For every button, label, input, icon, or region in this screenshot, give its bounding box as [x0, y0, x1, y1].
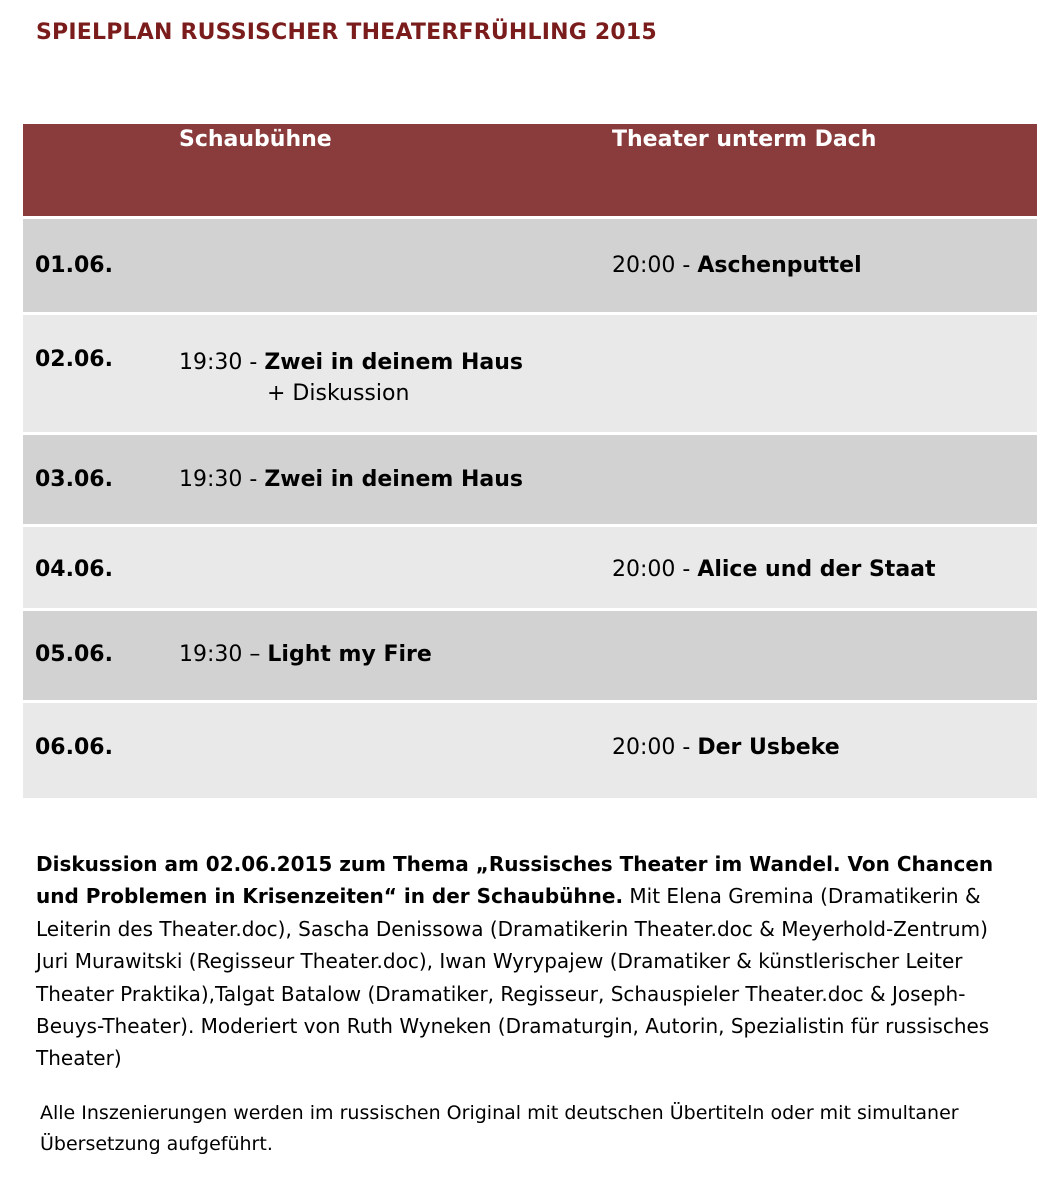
- row-date: 01.06.: [35, 253, 113, 278]
- subtitle-note: Alle Inszenierungen werden im russischen Original mit deutschen Übertiteln oder mit simultaner Übersetzung aufgeführt.: [40, 1102, 959, 1155]
- discussion-lead: Diskussion am 02.06.2015 zum Thema „Russisches Theater im Wandel. Von Chancen und Problemen in Krisenzeiten“ in der Schaubühne.: [36, 852, 994, 909]
- cell-theater-unterm-dach: [612, 253, 862, 278]
- header-theater-unterm-dach: Theater unterm Dach: [612, 127, 877, 152]
- header-schaubuehne: Schaubühne: [179, 127, 332, 152]
- cell-schaubuehne: [179, 347, 523, 409]
- row-date: 05.06.: [35, 642, 113, 667]
- show-time: 19:30 –: [179, 642, 268, 667]
- show-time: 19:30 -: [179, 350, 265, 375]
- discussion-text: Mit Elena Gremina (Dramatikerin & Leiterin des Theater.doc), Sascha Denissowa (Dramatikerin Theater.doc & Meyerhold-Zentrum) Juri Murawitski (Regisseur Theater.doc), Iwan Wyrypajew (Dramatiker & künstlerischer Leiter Theater Praktika),Talgat Batalow (Dramatiker, Regisseur, Schauspieler Theater.doc & Joseph-Beuys-Theater). Moderiert von Ruth Wyneken (Dramaturgin, Autorin, Spezialistin für russisches Theater): [36, 884, 990, 1071]
- show-time: 20:00 -: [612, 557, 698, 582]
- show-time: 19:30 -: [179, 467, 265, 492]
- table-header: [23, 124, 1037, 216]
- show-title: Der Usbeke: [697, 735, 840, 760]
- page-title: SPIELPLAN RUSSISCHER THEATERFRÜHLING 2015: [36, 20, 657, 45]
- show-time: 20:00 -: [612, 253, 698, 278]
- cell-schaubuehne: [179, 467, 523, 492]
- discussion-paragraph: [36, 848, 1026, 1075]
- show-title: Light my Fire: [267, 642, 432, 667]
- cell-theater-unterm-dach: [612, 735, 840, 760]
- schedule-table: [23, 124, 1037, 798]
- show-title: Zwei in deinem Haus: [264, 350, 523, 375]
- show-title: Alice und der Staat: [697, 557, 936, 582]
- cell-theater-unterm-dach: [612, 557, 936, 582]
- table-row: [23, 432, 1037, 524]
- table-row: [23, 312, 1037, 432]
- row-date: 02.06.: [35, 347, 113, 372]
- show-title: Aschenputtel: [697, 253, 862, 278]
- table-row: [23, 524, 1037, 608]
- table-row: [23, 608, 1037, 700]
- show-title: Zwei in deinem Haus: [264, 467, 523, 492]
- row-date: 06.06.: [35, 735, 113, 760]
- cell-schaubuehne: [179, 642, 432, 667]
- table-row: [23, 216, 1037, 312]
- show-extra: + Diskussion: [267, 381, 410, 406]
- table-row: [23, 700, 1037, 798]
- show-time: 20:00 -: [612, 735, 698, 760]
- row-date: 04.06.: [35, 557, 113, 582]
- row-date: 03.06.: [35, 467, 113, 492]
